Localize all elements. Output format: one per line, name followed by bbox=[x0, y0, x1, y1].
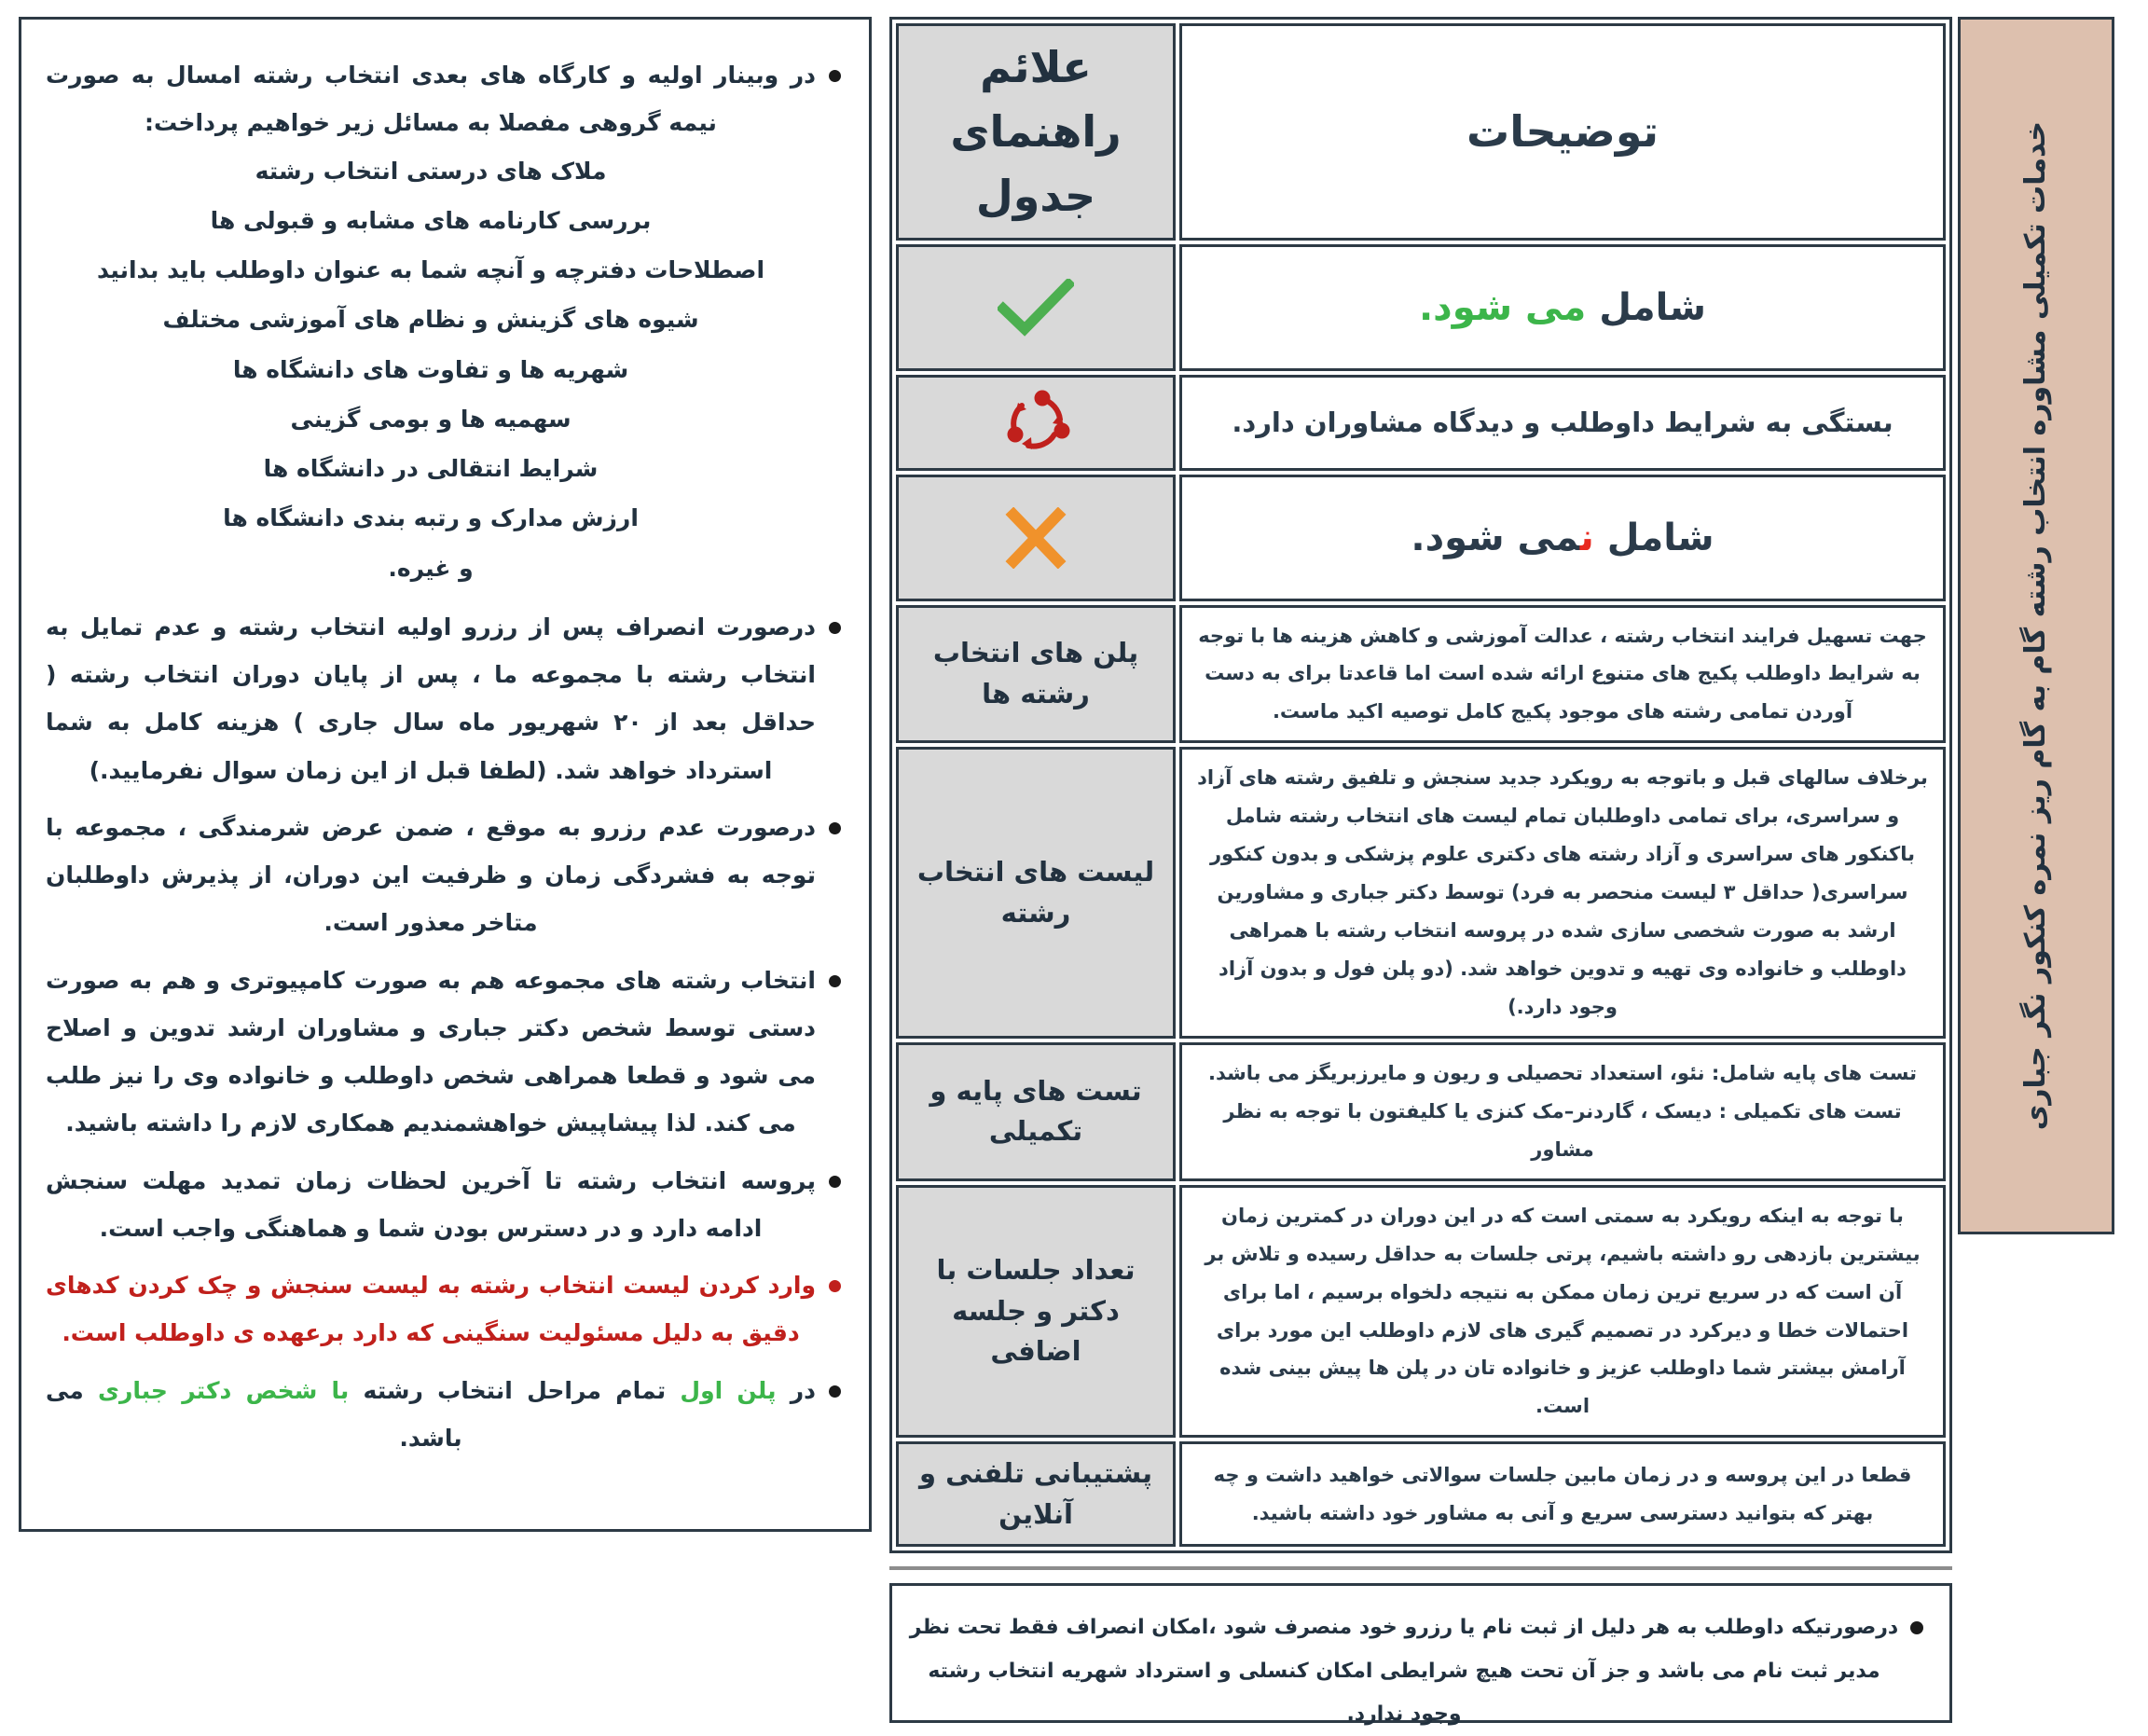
rich-text-run: تمام مراحل انتخاب رشته bbox=[349, 1376, 681, 1404]
sub-item: بررسی کارنامه های مشابه و قبولی ها bbox=[210, 206, 652, 234]
table-row bbox=[896, 1042, 1946, 1181]
excluded-desc-cell bbox=[1179, 475, 1946, 601]
sub-item: شیوه های گزینش و نظام های آموزشی مختلف bbox=[162, 306, 699, 334]
rich-text-run: پلن اول bbox=[680, 1376, 777, 1404]
plans-desc-cell: جهت تسهیل فرایند انتخاب رشته ، عدالت آموزشی و کاهش هزینه ها با توجه به شرایط داوطلب پکیج های متنوع ارائه شده است اما قاعدتا برای به دست آوردن تمامی رشته های موجود پکیج کامل توصیه اکید ماست. bbox=[1179, 605, 1946, 744]
header-symbols-cell bbox=[896, 23, 1176, 241]
bullet-dot-icon bbox=[829, 1280, 841, 1292]
header-symbols-label: علائم راهنمای جدول bbox=[950, 42, 1122, 221]
bullet-dot-icon bbox=[829, 622, 841, 634]
list-item bbox=[46, 957, 841, 1148]
list-item-warning bbox=[46, 1261, 841, 1357]
bullet-dot-icon bbox=[829, 1385, 841, 1398]
excluded-symbol-cell bbox=[896, 475, 1176, 601]
bullet-dot-icon bbox=[829, 1176, 841, 1188]
sub-item: ملاک های درستی انتخاب رشته bbox=[255, 157, 607, 185]
list-item bbox=[46, 1157, 841, 1253]
cross-icon bbox=[912, 508, 1160, 568]
support-desc-cell: قطعا در این پروسه و در زمان مابین جلسات سوالاتی خواهید داشت و چه بهتر که بتوانید دسترسی سریع و آنی به مشاور خود داشته باشید. bbox=[1179, 1441, 1946, 1547]
left-notes-panel bbox=[19, 17, 872, 1532]
bullet-dot-icon bbox=[1910, 1621, 1923, 1634]
vertical-title-band bbox=[1958, 17, 2114, 1234]
sub-list bbox=[46, 147, 816, 592]
notes-bullet-list bbox=[46, 51, 841, 1471]
bullet-body: درصورت انصراف پس از رزرو اولیه انتخاب رشته و عدم تمایل به انتخاب رشته با مجموعه ما ، پس از پایان دوران انتخاب رشته ( حداقل بعد از ۲۰ شهریور ماه سال جاری ) هزینه کامل به شما استرداد خواهد شد. (لطفا قبل از این زمان سوال نفرمایید.) bbox=[46, 613, 816, 784]
conditional-symbol-cell bbox=[896, 375, 1176, 471]
included-text-emphasis: می شود. bbox=[1418, 286, 1587, 329]
table-row bbox=[896, 244, 1946, 371]
table-row bbox=[896, 475, 1946, 601]
sub-item: و غیره. bbox=[388, 554, 474, 582]
list-item bbox=[46, 51, 841, 594]
photo-strip bbox=[889, 1566, 1952, 1570]
bullet-body: وارد کردن لیست انتخاب رشته به لیست سنجش و چک کردن کدهای دقیق به دلیل مسئولیت سنگینی که دارد برعهده ی داوطلب است. bbox=[46, 1272, 816, 1347]
bullet-body bbox=[46, 51, 816, 594]
list-item-highlight bbox=[46, 1367, 841, 1463]
sub-item: شرایط انتقالی در دانشگاه ها bbox=[263, 455, 599, 482]
sub-item: اصطلاحات دفترچه و آنچه شما به عنوان داوطلب باید بدانید bbox=[96, 256, 765, 283]
table-row bbox=[896, 605, 1946, 744]
list-item bbox=[46, 603, 841, 794]
lists-label-cell: لیست های انتخاب رشته bbox=[896, 747, 1176, 1039]
included-desc-cell bbox=[1179, 244, 1946, 371]
header-desc-label: توضیحات bbox=[1466, 105, 1659, 157]
sub-item: سهمیه ها و بومی گزینی bbox=[290, 405, 571, 433]
list-item bbox=[46, 804, 841, 947]
table-and-media-stack bbox=[889, 17, 1952, 1726]
legend-table bbox=[889, 17, 1952, 1553]
table-row bbox=[896, 747, 1946, 1039]
excluded-text-prefix: شامل bbox=[1593, 516, 1714, 559]
bullet-dot-icon bbox=[829, 975, 841, 987]
table-row bbox=[896, 1185, 1946, 1439]
table-row bbox=[896, 375, 1946, 471]
lists-desc-cell: برخلاف سالهای قبل و باتوجه به رویکرد جدید سنجش و تلفیق رشته های آزاد و سراسری، برای تمامی داوطلبان تمام لیست های انتخاب رشته شامل باکنکور های سراسری و آزاد رشته های دکتری علوم پزشکی و بدون کنکور سراسری( حداقل ۳ لیست منحصر به فرد) توسط دکتر جباری و مشاورین ارشد به صورت شخصی سازی شده در پروسه انتخاب رشته با همراهی داوطلب و خانواده وی تهیه و تدوین خواهد شد. (دو پلن فول و بدون آزاد وجود دارد.) bbox=[1179, 747, 1946, 1039]
bullet-dot-icon bbox=[829, 70, 841, 82]
header-desc-cell bbox=[1179, 23, 1946, 241]
plans-label-cell: پلن های انتخاب رشته ها bbox=[896, 605, 1176, 744]
bullet-body: درصورت عدم رزرو به موقع ، ضمن عرض شرمندگی ، مجموعه با توجه به فشردگی زمان و ظرفیت این دوران، از پذیرش داوطلبان متاخر معذور است. bbox=[46, 813, 816, 937]
sessions-desc-cell: با توجه به اینکه رویکرد به سمتی است که در این دوران در کمترین زمان بیشترین بازدهی رو داشته باشیم، پرتی جلسات به حداقل رسیده و تلاش بر آن است که در سریع ترین زمان ممکن به نتیجه دلخواه برسیم ، اما برای احتمالات خطا و دیرکرد در تصمیم گیری های لازم داوطلب این مورد برای آرامش بیشتر شما داوطلب عزیز و خانواده تان در پلن ها پیش بینی شده است. bbox=[1179, 1185, 1946, 1439]
check-icon bbox=[912, 278, 1160, 338]
sub-item: شهریه ها و تفاوت های دانشگاه ها bbox=[232, 355, 629, 383]
tests-label-cell: تست های پایه و تکمیلی bbox=[896, 1042, 1176, 1181]
excluded-text-suffix: می شود. bbox=[1411, 516, 1580, 559]
table-row bbox=[896, 1441, 1946, 1547]
rich-text-run: در bbox=[776, 1376, 816, 1404]
sub-item: ارزش مدارک و رتبه بندی دانشگاه ها bbox=[223, 504, 639, 532]
right-column bbox=[888, 17, 2114, 1726]
included-text-prefix: شامل bbox=[1586, 286, 1707, 329]
footnote-box bbox=[889, 1583, 1952, 1726]
bullet-body-rich bbox=[46, 1367, 816, 1463]
table-row-header bbox=[896, 23, 1946, 241]
bullet-lead: در وبینار اولیه و کارگاه های بعدی انتخاب رشته امسال به صورت نیمه گروهی مفصلا به مسائل زیر خواهیم پرداخت: bbox=[46, 62, 816, 137]
excluded-text-negation: ن bbox=[1579, 516, 1594, 559]
tests-desc-cell: تست های پایه شامل: نئو، استعداد تحصیلی و ریون و مایرزبریگز می باشد. تست های تکمیلی : دیسک ، گاردنر–مک کنزی یا کلیفتون با توجه به نظر مشاور bbox=[1179, 1042, 1946, 1181]
footnote-text: درصورتیکه داوطلب به هر دلیل از ثبت نام یا رزرو خود منصرف شود ،امکان انصراف فقط تحت نظر مدیر ثبت نام می باشد و جز آن تحت هیچ شرایطی امکان کنسلی و استرداد شهریه انتخاب رشته وجود ندارد. bbox=[909, 1616, 1899, 1726]
circular-arrows-icon bbox=[912, 393, 1160, 452]
support-label-cell: پشتیبانی تلفنی و آنلاین bbox=[896, 1441, 1176, 1547]
sessions-label-cell: تعداد جلسات با دکتر و جلسه اضافی bbox=[896, 1185, 1176, 1439]
rich-text-run: با شخص دکتر جباری bbox=[98, 1376, 350, 1404]
bullet-body: انتخاب رشته های مجموعه هم به صورت کامپیوتری و هم به صورت دستی توسط شخص دکتر جباری و مشاوران ارشد تدوین و اصلاح می شود و قطعا همراهی شخص داوطلب و خانواده وی را نیز طلب می کند. لذا پیشاپیش خواهشمندیم همکاری لازم را داشته باشید. bbox=[46, 966, 816, 1137]
bullet-dot-icon bbox=[829, 822, 841, 834]
rich-text-run: می باشد. bbox=[46, 1376, 462, 1452]
included-symbol-cell bbox=[896, 244, 1176, 371]
bullet-body: پروسه انتخاب رشته تا آخرین لحظات زمان تمدید مهلت سنجش ادامه دارد و در دسترس بودن شما و هماهنگی واجب است. bbox=[46, 1166, 816, 1242]
vertical-title-text: خدمات تکمیلی مشاوره انتخاب رشته گام به گام ریز نمره کنکور نگر جباری bbox=[2018, 120, 2052, 1131]
conditional-desc-cell: بستگی به شرایط داوطلب و دیدگاه مشاوران دارد. bbox=[1179, 375, 1946, 471]
